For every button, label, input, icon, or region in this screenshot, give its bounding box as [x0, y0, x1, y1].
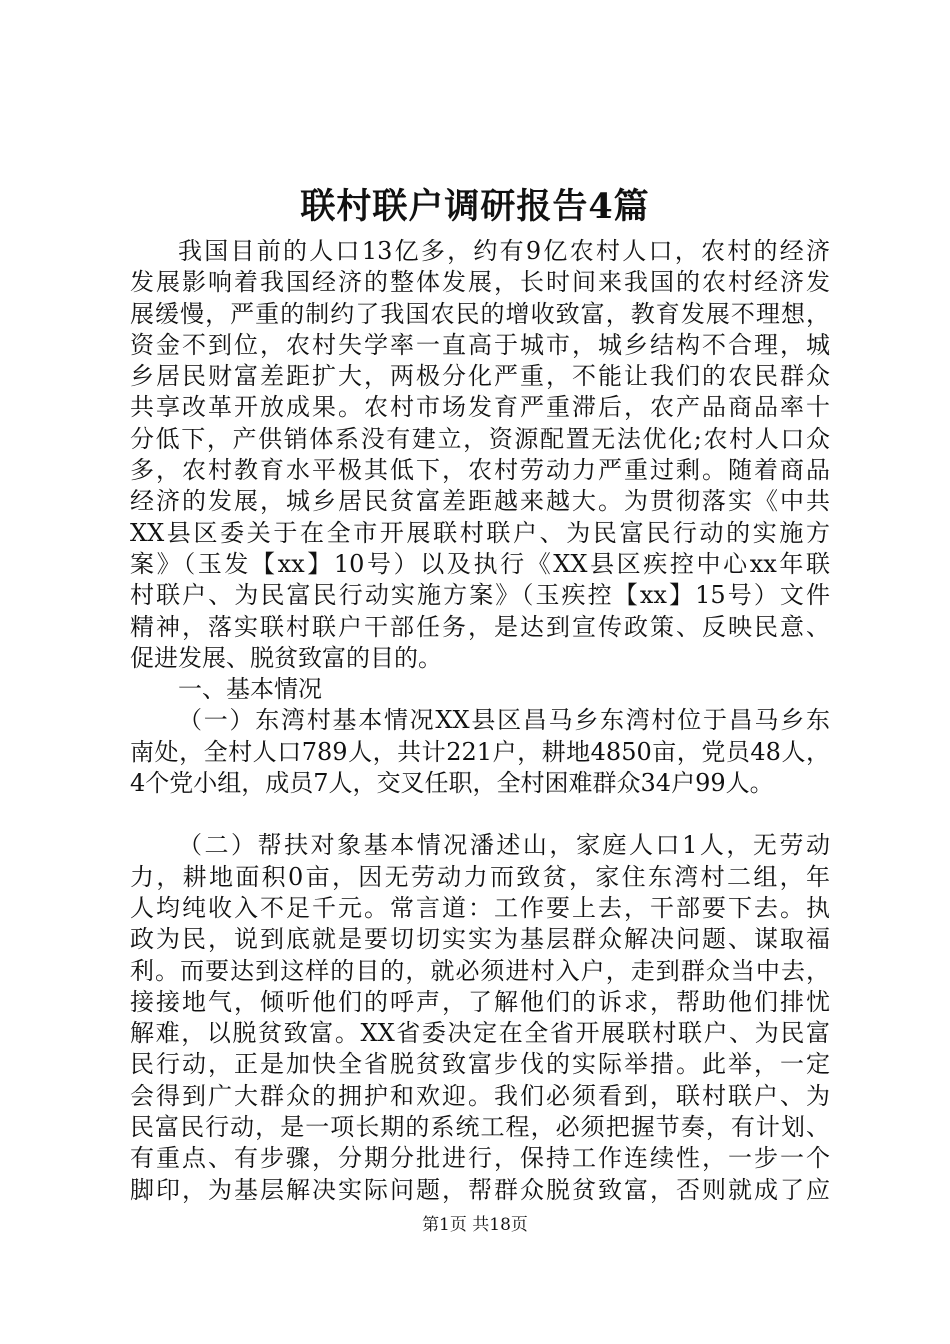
- paragraph-3-line: 利。而要达到这样的目的，就必须进村入户，走到群众当中去，: [130, 956, 830, 985]
- paragraph-3-line: 脚印，为基层解决实际问题，帮群众脱贫致富，否则就成了应: [130, 1175, 830, 1204]
- paragraph-1-line: 展缓慢，严重的制约了我国农民的增收致富，教育发展不理想，: [130, 299, 830, 328]
- document-body: [130, 236, 830, 1206]
- paragraph-1-line: 促进发展、脱贫致富的目的。: [130, 643, 442, 672]
- paragraph-3-line: 力，耕地面积0亩，因无劳动力而致贫，家住东湾村二组，年: [130, 862, 830, 891]
- paragraph-1-line: 多，农村教育水平极其低下，农村劳动力严重过剩。随着商品: [130, 456, 830, 485]
- paragraph-1-line: 乡居民财富差距扩大，两极分化严重，不能让我们的农民群众: [130, 362, 830, 391]
- paragraph-3-line: 会得到广大群众的拥护和欢迎。我们必须看到，联村联户、为: [130, 1081, 830, 1110]
- paragraph-2-line: 4个党小组，成员7人，交叉任职，全村困难群众34户99人。: [130, 769, 774, 798]
- paragraph-1-line: 经济的发展，城乡居民贫富差距越来越大。为贯彻落实《中共: [130, 487, 830, 516]
- paragraph-3-line: 人均纯收入不足千元。常言道：工作要上去，干部要下去。执: [130, 893, 830, 922]
- paragraph-3-line: 民行动，正是加快全省脱贫致富步伐的实际举措。此举，一定: [130, 1050, 830, 1079]
- paragraph-2-line: 南处，全村人口789人，共计221户，耕地4850亩，党员48人，: [130, 737, 830, 766]
- page-number-footer: 第1页 共18页: [422, 1215, 528, 1235]
- paragraph-2-line: （一）东湾村基本情况XX县区昌马乡东湾村位于昌马乡东: [178, 706, 830, 735]
- paragraph-3-line: 有重点、有步骤，分期分批进行，保持工作连续性，一步一个: [130, 1144, 830, 1173]
- section-heading: 一、基本情况: [178, 675, 322, 704]
- paragraph-1-line: XX县区委关于在全市开展联村联户、为民富民行动的实施方: [130, 518, 830, 547]
- paragraph-3-line: 解难，以脱贫致富。XX省委决定在全省开展联村联户、为民富: [130, 1019, 830, 1048]
- paragraph-1-line: 分低下，产供销体系没有建立，资源配置无法优化;农村人口众: [130, 424, 830, 453]
- paragraph-1-line: 村联户、为民富民行动实施方案》（玉疾控【xx】15号）文件: [130, 581, 830, 610]
- paragraph-1-line: 精神，落实联村联户干部任务，是达到宣传政策、反映民意、: [130, 612, 830, 641]
- paragraph-3-line: （二）帮扶对象基本情况潘述山，家庭人口1人，无劳动: [178, 831, 830, 860]
- paragraph-1-line: 案》（玉发【xx】10号）以及执行《XX县区疾控中心xx年联: [130, 549, 830, 578]
- paragraph-gap: [130, 799, 830, 830]
- paragraph-1-line: 我国目前的人口13亿多，约有9亿农村人口，农村的经济: [178, 237, 830, 265]
- paragraph-3-line: 接接地气，倾听他们的呼声，了解他们的诉求，帮助他们排忧: [130, 987, 830, 1016]
- document-title: 联村联户调研报告4篇: [300, 186, 650, 227]
- paragraph-3-line: 民富民行动，是一项长期的系统工程，必须把握节奏，有计划、: [130, 1113, 830, 1142]
- paragraph-1-line: 共享改革开放成果。农村市场发育严重滞后，农产品商品率十: [130, 393, 830, 422]
- paragraph-1-line: 发展影响着我国经济的整体发展，长时间来我国的农村经济发: [130, 268, 830, 297]
- paragraph-1-line: 资金不到位，农村失学率一直高于城市，城乡结构不合理，城: [130, 330, 830, 359]
- paragraph-3-line: 政为民，说到底就是要切切实实为基层群众解决问题、谋取福: [130, 925, 830, 954]
